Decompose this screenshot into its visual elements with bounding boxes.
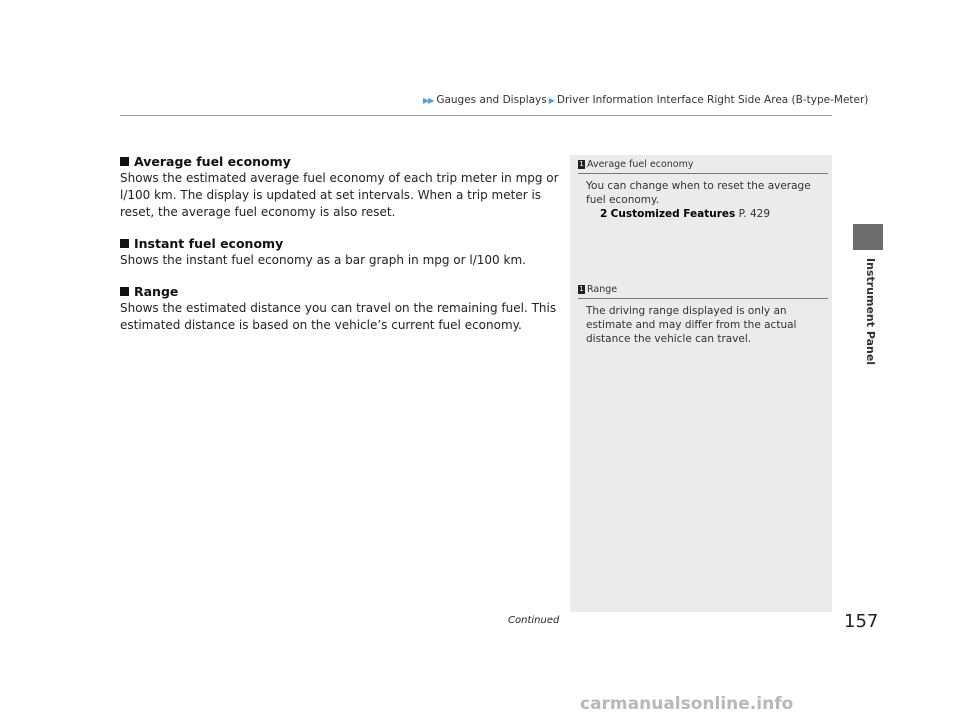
breadcrumb-lead-arrows-icon: ▶▶ — [423, 95, 434, 105]
note-title — [578, 159, 828, 174]
section-body: Shows the instant fuel economy as a bar graph in mpg or l/100 km. — [120, 253, 526, 267]
breadcrumb-part-2[interactable]: Driver Information Interface Right Side Area (B-type-Meter) — [556, 94, 869, 106]
reference-page: P. 429 — [738, 208, 771, 220]
square-bullet-icon — [120, 287, 129, 296]
section-heading — [120, 235, 560, 252]
note-body-text: You can change when to reset the average fuel economy. — [586, 180, 811, 206]
note-body — [578, 179, 828, 221]
section-body: Shows the estimated average fuel economy of each trip meter in mpg or l/100 km. The display is updated at set intervals. When a trip meter is reset, the average fuel economy is also reset. — [120, 171, 559, 219]
note-body — [578, 304, 828, 346]
cross-reference-link[interactable] — [586, 207, 828, 221]
breadcrumb-separator-icon: ▶ — [548, 95, 555, 105]
square-bullet-icon — [120, 239, 129, 248]
reference-arrow-icon: 2 — [600, 208, 608, 220]
note-range — [578, 284, 828, 346]
note-title-text: Average fuel economy — [587, 159, 694, 170]
section-heading — [120, 283, 560, 300]
note-average-fuel-economy — [578, 159, 828, 221]
note-title-text: Range — [587, 284, 618, 295]
section-heading — [120, 153, 560, 170]
watermark: carmanualsonline.info — [580, 694, 794, 714]
continued-label: Continued — [508, 615, 560, 626]
section-heading-text: Instant fuel economy — [134, 236, 284, 251]
note-number-badge: 1 — [579, 285, 584, 293]
chapter-tab[interactable] — [853, 224, 883, 250]
page-number: 157 — [844, 611, 879, 632]
note-body-text: The driving range displayed is only an estimate and may differ from the actual distance the vehicle can travel. — [586, 305, 797, 345]
section-heading-text: Average fuel economy — [134, 154, 291, 169]
note-number-badge: 1 — [579, 160, 584, 168]
main-content — [120, 153, 560, 348]
notes-sidebar — [570, 155, 832, 612]
section-instant-fuel-economy — [120, 235, 560, 269]
breadcrumb-part-1[interactable]: Gauges and Displays — [436, 94, 547, 106]
square-bullet-icon — [120, 157, 129, 166]
reference-label: Customized Features — [610, 208, 736, 220]
header-divider — [120, 115, 832, 116]
note-title — [578, 284, 828, 299]
section-heading-text: Range — [134, 284, 179, 299]
section-body: Shows the estimated distance you can travel on the remaining fuel. This estimated distance is based on the vehicle’s current fuel economy. — [120, 301, 557, 332]
breadcrumb — [423, 94, 868, 106]
chapter-tab-label: Instrument Panel — [864, 258, 877, 366]
section-range — [120, 283, 560, 334]
section-average-fuel-economy — [120, 153, 560, 221]
